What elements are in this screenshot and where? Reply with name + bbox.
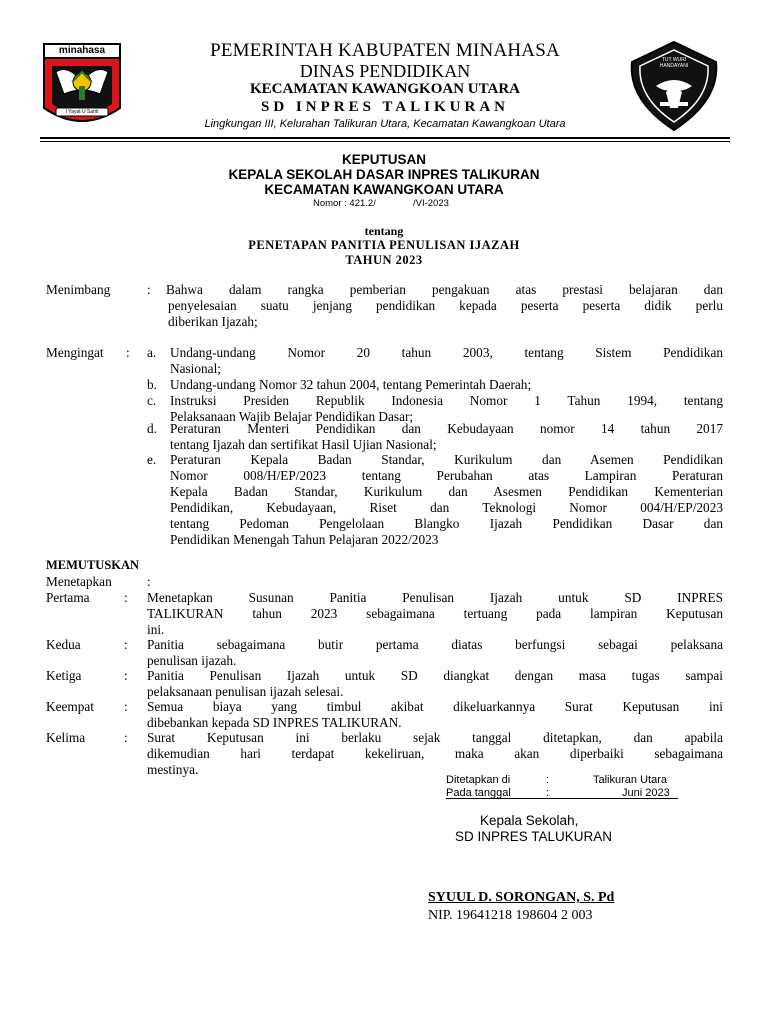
decision-label: Kedua [46,637,81,652]
decision-line: Surat Keputusan ini berlaku sejak tanggal ditetapkan, dan apabila [147,730,723,745]
mengingat-marker: a. [147,345,157,360]
decision-kelima [147,730,723,778]
menimbang-line: Bahwa dalam rangka pemberian pengakuan atas prestasi belajaran dan [166,282,723,297]
decision-line: penulisan ijazah. [147,653,237,668]
ditetapkan-label: Ditetapkan di [446,774,511,786]
mengingat-line: Pendidikan Menengah Tahun Pelajaran 2022/2023 [170,532,439,547]
decision-line: TALIKURAN tahun 2023 sebagaimana tertuang pada lampiran Keputusan [147,606,723,621]
header-rule-thick [40,137,730,139]
menimbang-label: Menimbang [46,282,111,297]
menetapkan-colon: : [147,574,151,589]
tanggal-colon: : [546,787,550,799]
doc-number-suffix: /VI-2023 [413,198,449,209]
doc-title-district: KECAMATAN KAWANGKOAN UTARA [264,182,504,197]
decision-colon: : [124,730,128,745]
decision-colon: : [124,590,128,605]
tanggal-value: Juni 2023 [622,787,670,799]
mengingat-line: Peraturan Menteri Pendidikan dan Kebudayaan nomor 14 tahun 2017 [170,421,723,436]
logo-left-ribbon: I Yayat U Santi [65,109,99,115]
signatory-name: SYUUL D. SORONGAN, S. Pd [428,890,615,905]
mengingat-line: Peraturan Kepala Badan Standar, Kurikulum dan Asemen Pendidikan [170,452,723,467]
signatory-role: Kepala Sekolah, [480,813,579,828]
mengingat-line: tentang Ijazah dan sertifikat Hasil Ujian Nasional; [170,437,437,452]
decision-line: Menetapkan Susunan Panitia Penulisan Ijazah untuk SD INPRES [147,590,723,605]
menetapkan-label: Menetapkan [46,574,112,589]
header-rule-thin [40,141,730,142]
doc-number-prefix: Nomor : 421.2/ [313,198,376,209]
mengingat-item-b [170,377,723,393]
mengingat-item-e [170,452,723,548]
minahasa-logo [42,42,122,130]
mengingat-marker: d. [147,421,157,436]
ditetapkan-value: Talikuran Utara [593,774,667,786]
decision-line: Semua biaya yang timbul akibat dikeluarkannya Surat Keputusan ini [147,699,723,714]
header-department: DINAS PENDIDIKAN [299,61,471,81]
decision-label: Ketiga [46,668,82,683]
header-address: Lingkungan III, Kelurahan Talikuran Utara, Kecamatan Kawangkoan Utara [204,118,566,130]
signatory-school: SD INPRES TALUKURAN [455,829,613,844]
signatory-nip: NIP. 19641218 198604 2 003 [428,908,593,923]
mengingat-marker: c. [147,393,157,408]
ditetapkan-colon: : [546,774,550,786]
mengingat-line: Nasional; [170,361,221,376]
decision-line: dikemudian hari terdapat kekeliruan, maka akan diperbaiki sebagaimana [147,746,723,761]
decision-line: dibebankan kepada SD INPRES TALIKURAN. [147,715,402,730]
mengingat-line: Undang-undang Nomor 20 tahun 2003, tentang Sistem Pendidikan [170,345,723,360]
mengingat-line: Pendidikan, Kebudayaan, Riset dan Teknologi Nomor 004/H/EP/2023 [170,500,723,515]
decision-label: Kelima [46,730,86,745]
mengingat-line: Instruksi Presiden Republik Indonesia Nomor 1 Tahun 1994, tentang [170,393,723,408]
mengingat-marker: b. [147,377,157,392]
doc-subject: PENETAPAN PANITIA PENULISAN IJAZAH [248,238,520,252]
decision-label: Keempat [46,699,94,714]
decision-colon: : [124,699,128,714]
mengingat-item-a [170,345,723,377]
decision-label: Pertama [46,590,90,605]
doc-tentang: tentang [364,224,404,238]
decision-colon: : [124,637,128,652]
menimbang-colon: : [147,282,151,297]
doc-subject-year: TAHUN 2023 [345,253,423,267]
mengingat-item-d [170,421,723,453]
place-date-underline [446,798,678,799]
mengingat-line: tentang Pedoman Pengelolaan Blangko Ijazah Pendidikan Dasar dan [170,516,723,531]
decision-colon: : [124,668,128,683]
logo-left-text: minahasa [58,45,106,56]
tanggal-label: Pada tanggal [446,787,511,799]
decision-pertama [147,590,723,638]
decision-line: mestinya. [147,762,199,777]
doc-title-issuer: KEPALA SEKOLAH DASAR INPRES TALIKURAN [228,167,540,182]
mengingat-marker: e. [147,452,157,467]
header-government: PEMERINTAH KABUPATEN MINAHASA [210,40,560,61]
decision-ketiga [147,668,723,700]
decision-line: ini. [147,622,165,637]
decision-kedua [147,637,723,669]
logo-right-text: TUT WURI HANDAYANI [659,57,689,69]
mengingat-line: Nomor 008/H/EP/2023 tentang Perubahan atas Lampiran Peraturan [170,468,723,483]
menimbang-line: penyelesaian suatu jenjang pendidikan kepada peserta peserta didik perlu [168,298,723,313]
tut-wuri-handayani-logo [626,40,722,132]
mengingat-line: Undang-undang Nomor 32 tahun 2004, tentang Pemerintah Daerah; [170,377,532,392]
doc-title: KEPUTUSAN [341,152,426,167]
decision-keempat [147,699,723,731]
decision-line: pelaksanaan penulisan ijazah selesai. [147,684,344,699]
mengingat-line: Pelaksanaan Wajib Belajar Pendidikan Dasar; [170,409,414,424]
menimbang-text [168,282,723,330]
header-district: KECAMATAN KAWANGKOAN UTARA [250,81,520,97]
header-school: SD INPRES TALIKURAN [261,99,509,115]
mengingat-line: Kepala Badan Standar, Kurikulum dan Asesmen Pendidikan Kementerian [170,484,723,499]
mengingat-colon: : [126,345,130,360]
decision-line: Panitia Penulisan Ijazah untuk SD diangkat dengan masa tugas sampai [147,668,723,683]
memutuskan-heading: MEMUTUSKAN [46,558,140,572]
menimbang-line: diberikan Ijazah; [168,314,258,329]
mengingat-label: Mengingat [46,345,104,360]
decision-line: Panitia sebagaimana butir pertama diatas berfungsi sebagai pelaksana [147,637,723,652]
